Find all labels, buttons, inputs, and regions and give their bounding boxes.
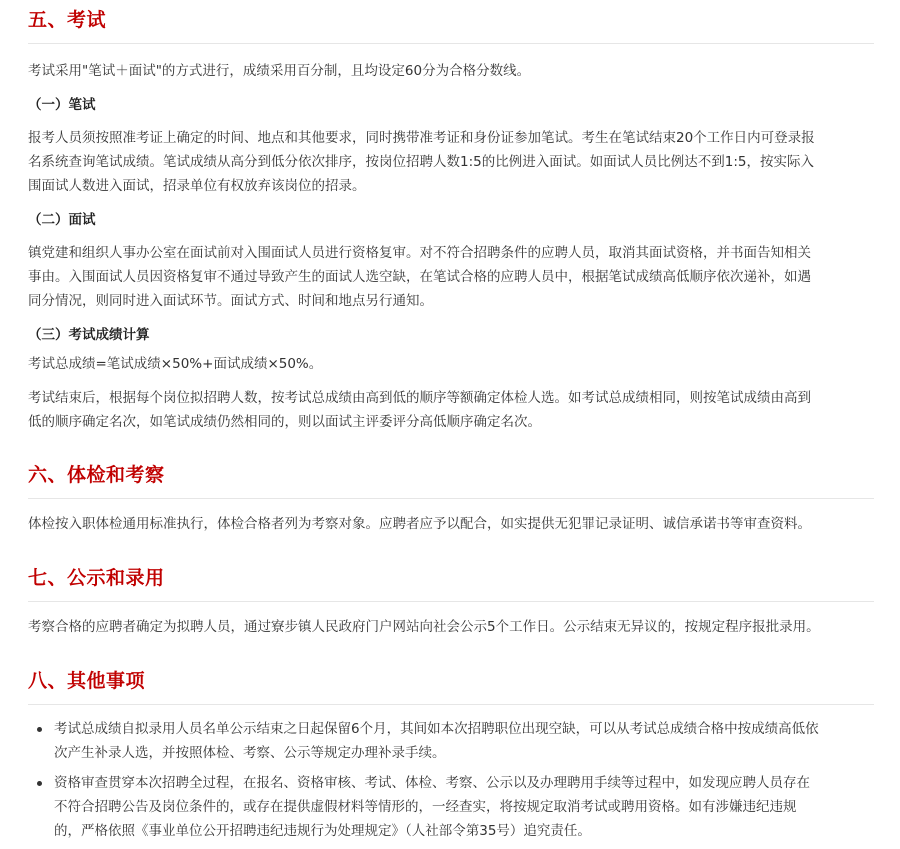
paragraph-line: 考试结束后，根据每个岗位拟招聘人数，按考试总成绩由高到低的顺序等额确定体检人选。如考试总成绩相同，则按笔试成绩由高到 bbox=[28, 390, 811, 406]
section-title-exam: 五、考试 bbox=[28, 9, 107, 31]
bullet-icon bbox=[37, 727, 42, 732]
paragraph-line: 名系统查询笔试成绩。笔试成绩从高分到低分依次排序，按岗位招聘人数1:5的比例进入面试。如面试人员比例达不到1:5，按实际入 bbox=[28, 154, 814, 170]
exam-intro: 考试采用"笔试＋面试"的方式进行，成绩采用百分制，且均设定60分为合格分数线。 bbox=[28, 63, 531, 79]
section-publicity bbox=[28, 565, 874, 639]
list-item-line: 不符合招聘公告及岗位条件的，或存在提供虚假材料等情形的，一经查实，将按规定取消考试或聘用资格。如有涉嫌违纪违规 bbox=[54, 799, 797, 815]
section-title-other: 八、其他事项 bbox=[28, 670, 146, 692]
score-paragraph bbox=[28, 386, 874, 434]
section-title-publicity: 七、公示和录用 bbox=[28, 567, 165, 589]
written-exam-paragraph bbox=[28, 126, 874, 198]
other-matters-list bbox=[28, 717, 874, 843]
paragraph-line: 同分情况，则同时进入面试环节。面试方式、时间和地点另行通知。 bbox=[28, 293, 433, 309]
paragraph-line: 事由。入围面试人员因资格复审不通过导致产生的面试人选空缺，在笔试合格的应聘人员中，根据笔试成绩高低顺序依次递补，如遇 bbox=[28, 269, 811, 285]
section-divider bbox=[28, 498, 874, 499]
publicity-paragraph: 考察合格的应聘者确定为拟聘人员，通过寮步镇人民政府门户网站向社会公示5个工作日。公示结束无异议的，按规定程序报批录用。 bbox=[28, 619, 820, 635]
section-physical bbox=[28, 462, 874, 536]
section-other bbox=[28, 668, 874, 843]
section-divider bbox=[28, 601, 874, 602]
subheading-written-exam: （一）笔试 bbox=[28, 97, 96, 113]
list-item bbox=[28, 717, 874, 765]
list-item-line: 考试总成绩自拟录用人员名单公示结束之日起保留6个月，其间如本次招聘职位出现空缺，可以从考试总成绩合格中按成绩高低依 bbox=[54, 721, 819, 737]
section-divider bbox=[28, 43, 874, 44]
paragraph-line: 围面试人数进入面试，招录单位有权放弃该岗位的招录。 bbox=[28, 178, 366, 194]
section-title-physical: 六、体检和考察 bbox=[28, 464, 165, 486]
interview-paragraph bbox=[28, 241, 874, 313]
subheading-interview: （二）面试 bbox=[28, 212, 96, 228]
paragraph-line: 低的顺序确定名次，如笔试成绩仍然相同的，则以面试主评委评分高低顺序确定名次。 bbox=[28, 414, 541, 430]
section-divider bbox=[28, 704, 874, 705]
list-item-line: 次产生补录人选，并按照体检、考察、公示等规定办理补录手续。 bbox=[54, 745, 446, 761]
score-formula: 考试总成绩=笔试成绩×50%+面试成绩×50%。 bbox=[28, 356, 323, 372]
subheading-score-calculation: （三）考试成绩计算 bbox=[28, 327, 150, 343]
list-item bbox=[28, 771, 874, 843]
paragraph-line: 报考人员须按照准考证上确定的时间、地点和其他要求，同时携带准考证和身份证参加笔试。考生在笔试结束20个工作日内可登录报 bbox=[28, 130, 815, 146]
list-item-line: 资格审查贯穿本次招聘全过程，在报名、资格审核、考试、体检、考察、公示以及办理聘用手续等过程中，如发现应聘人员存在 bbox=[54, 775, 810, 791]
paragraph-line: 镇党建和组织人事办公室在面试前对入围面试人员进行资格复审。对不符合招聘条件的应聘人员，取消其面试资格，并书面告知相关 bbox=[28, 245, 811, 261]
section-exam bbox=[28, 0, 874, 434]
bullet-icon bbox=[37, 781, 42, 786]
physical-paragraph: 体检按入职体检通用标准执行，体检合格者列为考察对象。应聘者应予以配合，如实提供无犯罪记录证明、诚信承诺书等审查资料。 bbox=[28, 516, 811, 532]
list-item-line: 的，严格依照《事业单位公开招聘违纪违规行为处理规定》（人社部令第35号）追究责任。 bbox=[54, 823, 591, 839]
